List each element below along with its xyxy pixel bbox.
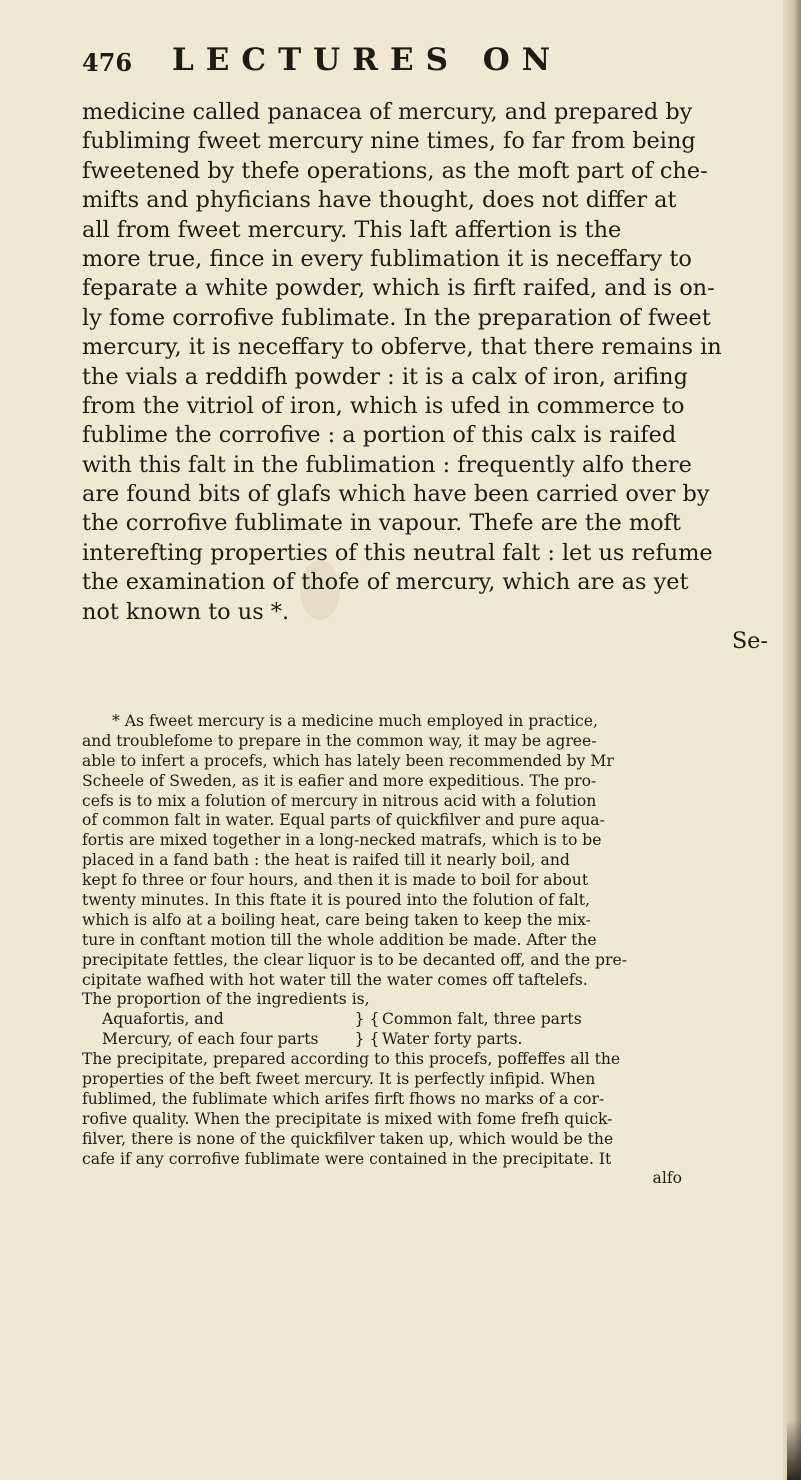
brace: } { — [354, 1030, 380, 1049]
footnote-line: filver, there is none of the quickfilver taken up, which would be the — [82, 1129, 614, 1148]
page-corner-shadow — [787, 1420, 801, 1480]
footnote-line: twenty minutes. In this ftate it is poured into the folution of falt, — [82, 891, 590, 910]
footnote-line: fortis are mixed together in a long-necked matrafs, which is to be — [82, 831, 602, 850]
footnote-line: cefs is to mix a folution of mercury in nitrous acid with a folution — [82, 791, 597, 810]
footnote-line: placed in a fand bath : the heat is raifed till it nearly boil, and — [82, 851, 570, 870]
text-line: with this falt in the fublimation : frequently alfo there — [82, 451, 692, 478]
page-number: 476 — [82, 48, 133, 77]
footnote-line: of common falt in water. Equal parts of quickfilver and pure aqua- — [82, 811, 605, 830]
footnote-line: The precipitate, prepared according to this procefs, poffeffes all the — [82, 1050, 621, 1069]
ingredient-left: Aquafortis, and — [102, 1010, 224, 1029]
catchword: Se- — [731, 628, 768, 655]
page-header — [82, 42, 722, 82]
text-line: mifts and phyficians have thought, does not differ at — [82, 187, 677, 214]
text-line: ly fome corrofive fublimate. In the preparation of fweet — [82, 304, 711, 331]
ingredient-left: Mercury, of each four parts — [102, 1030, 319, 1049]
text-line: not known to us *. — [82, 598, 290, 625]
text-line: from the vitriol of iron, which is ufed in commerce to — [82, 392, 685, 419]
text-line: fweetened by thefe operations, as the moft part of che- — [82, 157, 708, 184]
text-line: feparate a white powder, which is firft raifed, and is on- — [82, 275, 715, 302]
footnote-catchword: alfo — [652, 1169, 682, 1188]
ingredient-row — [82, 1010, 772, 1030]
footnote-line: able to infert a procefs, which has lately been recommended by Mr — [82, 751, 614, 770]
footnote-line: fublimed, the fublimate which arifes firft fhows no marks of a cor- — [82, 1089, 605, 1108]
footnote-line: * As fweet mercury is a medicine much employed in practice, — [112, 712, 598, 730]
text-line: mercury, it is neceffary to obferve, that there remains in — [82, 334, 722, 361]
ingredient-right: Common falt, three parts — [382, 1010, 582, 1029]
footnote-line: kept fo three or four hours, and then it is made to boil for about — [82, 871, 589, 890]
text-line: medicine called panacea of mercury, and prepared by — [82, 99, 693, 125]
footnote-line: precipitate fettles, the clear liquor is to be decanted off, and the pre- — [82, 950, 627, 969]
text-line: fublime the corrofive : a portion of this calx is raifed — [82, 422, 677, 449]
footnote-line: and troublefome to prepare in the common way, it may be agree- — [82, 731, 597, 750]
text-line: fubliming fweet mercury nine times, fo far from being — [82, 128, 696, 155]
page-edge — [783, 0, 801, 1480]
running-title: LECTURES ON — [172, 42, 563, 78]
footnote-line: cafe if any corrofive fublimate were contained in the precipitate. It — [82, 1149, 612, 1168]
text-line: the corrofive fublimate in vapour. Thefe are the moft — [82, 510, 681, 537]
footnote-line: properties of the beft fweet mercury. It is perfectly infipid. When — [82, 1070, 596, 1089]
text-line: more true, fince in every fublimation it is neceffary to — [82, 245, 692, 272]
brace: } { — [354, 1010, 380, 1029]
text-line: are found bits of glafs which have been carried over by — [82, 481, 710, 508]
text-line: interefting properties of this neutral falt : let us refume — [82, 539, 713, 566]
text-line: the examination of thofe of mercury, which are as yet — [82, 569, 689, 596]
footnote-line: Scheele of Sweden, as it is eafier and more expeditious. The pro- — [82, 771, 597, 790]
text-line: the vials a reddifh powder : it is a calx of iron, arifing — [82, 363, 688, 390]
footnote-line: cipitate wafhed with hot water till the water comes off taftelefs. — [82, 970, 588, 989]
footnote-line: which is alfo at a boiling heat, care being taken to keep the mix- — [82, 910, 591, 929]
footnote — [82, 712, 772, 1189]
text-line: all from fweet mercury. This laft affertion is the — [82, 216, 622, 243]
footnote-line: ture in conftant motion till the whole addition be made. After the — [82, 930, 597, 949]
main-text — [82, 98, 772, 656]
footnote-line: The proportion of the ingredients is, — [82, 990, 370, 1009]
footnote-line: rofive quality. When the precipitate is mixed with fome frefh quick- — [82, 1109, 613, 1128]
ingredient-row — [82, 1030, 772, 1050]
ingredient-right: Water forty parts. — [382, 1030, 523, 1049]
